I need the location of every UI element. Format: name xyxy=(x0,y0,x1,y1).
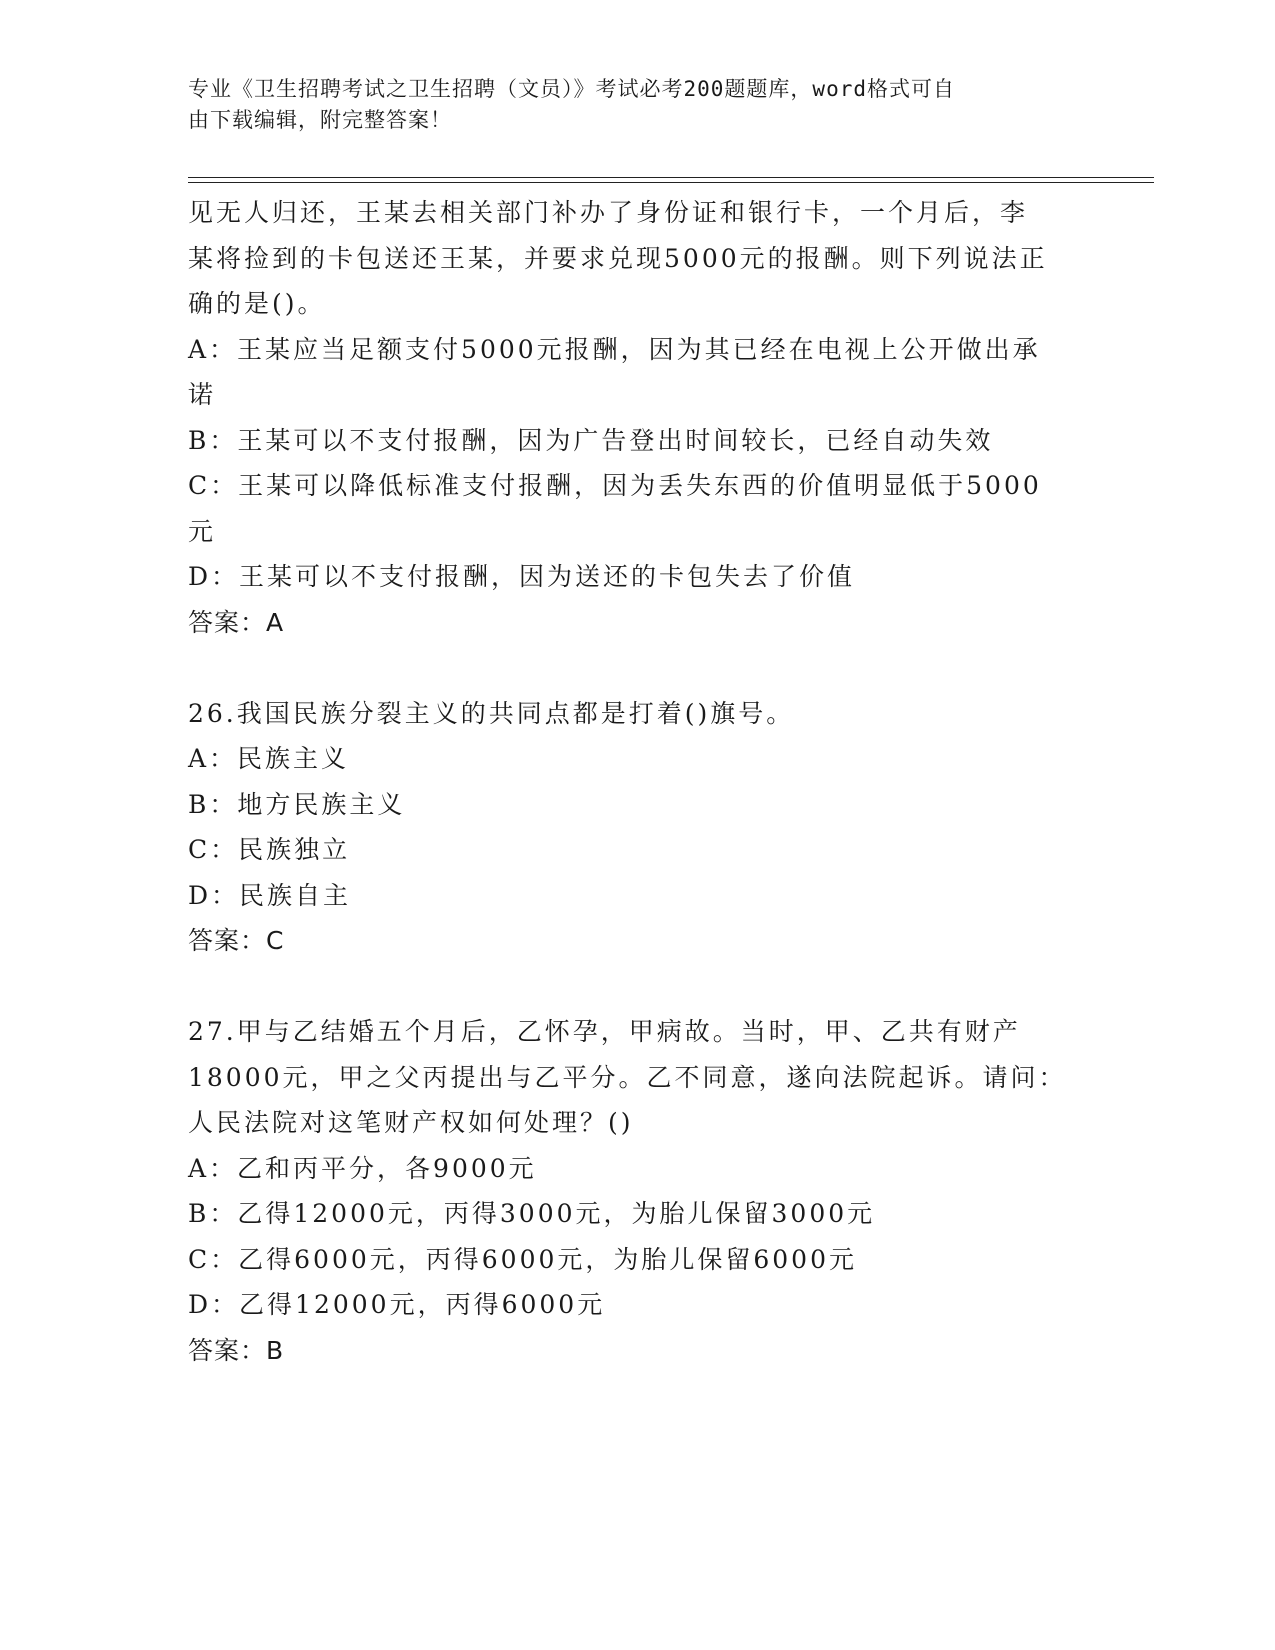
header-line-2: 由下载编辑，附完整答案！ xyxy=(188,108,452,132)
option-a-continued: 诺 xyxy=(188,380,217,409)
option-d: D：民族自主 xyxy=(188,880,352,910)
document-body xyxy=(188,190,1088,1373)
question-stem-line: 18000元，甲之父丙提出与乙平分。乙不同意，遂向法院起诉。请问： xyxy=(188,1062,1067,1092)
answer-line: 答案：B xyxy=(188,1335,285,1365)
header-divider-bottom xyxy=(188,182,1154,183)
option-a: A：王某应当足额支付5000元报酬，因为其已经在电视上公开做出承 xyxy=(188,334,1041,364)
option-c: C：民族独立 xyxy=(188,835,351,864)
header-line-1: 专业《卫生招聘考试之卫生招聘（文员）》考试必考200题题库，word格式可自 xyxy=(188,77,955,101)
question-stem-line: 某将捡到的卡包送还王某，并要求兑现5000元的报酬。则下列说法正 xyxy=(188,243,1048,273)
question-stem-line: 27.甲与乙结婚五个月后，乙怀孕，甲病故。当时，甲、乙共有财产 xyxy=(188,1017,1021,1046)
question-stem-line: 见无人归还，王某去相关部门补办了身份证和银行卡，一个月后，李 xyxy=(188,198,1029,227)
option-a: A：民族主义 xyxy=(188,744,350,773)
question-gap xyxy=(188,645,1088,691)
option-b: B：乙得12000元，丙得3000元，为胎儿保留3000元 xyxy=(188,1199,876,1228)
option-c: C：乙得6000元，丙得6000元，为胎儿保留6000元 xyxy=(188,1244,857,1274)
option-a: A：乙和丙平分，各9000元 xyxy=(188,1153,537,1183)
answer-line: 答案：A xyxy=(188,607,285,637)
question-stem-line: 人民法院对这笔财产权如何处理？() xyxy=(188,1108,634,1137)
answer-line: 答案：C xyxy=(188,926,285,955)
option-c: C：王某可以降低标准支付报酬，因为丢失东西的价值明显低于5000 xyxy=(188,471,1042,500)
option-c-continued: 元 xyxy=(188,516,217,546)
option-b: B：王某可以不支付报酬，因为广告登出时间较长，已经自动失效 xyxy=(188,425,994,455)
document-header xyxy=(188,74,1068,136)
question-gap xyxy=(188,964,1088,1010)
question-stem-line: 26.我国民族分裂主义的共同点都是打着()旗号。 xyxy=(188,698,795,728)
question-stem-line: 确的是()。 xyxy=(188,289,326,318)
question-continued xyxy=(188,190,1088,645)
question-27 xyxy=(188,1009,1088,1373)
option-b: B：地方民族主义 xyxy=(188,789,406,819)
header-divider-top xyxy=(188,177,1154,178)
question-26 xyxy=(188,691,1088,964)
option-d: D：乙得12000元，丙得6000元 xyxy=(188,1290,606,1319)
option-d: D：王某可以不支付报酬，因为送还的卡包失去了价值 xyxy=(188,562,856,591)
